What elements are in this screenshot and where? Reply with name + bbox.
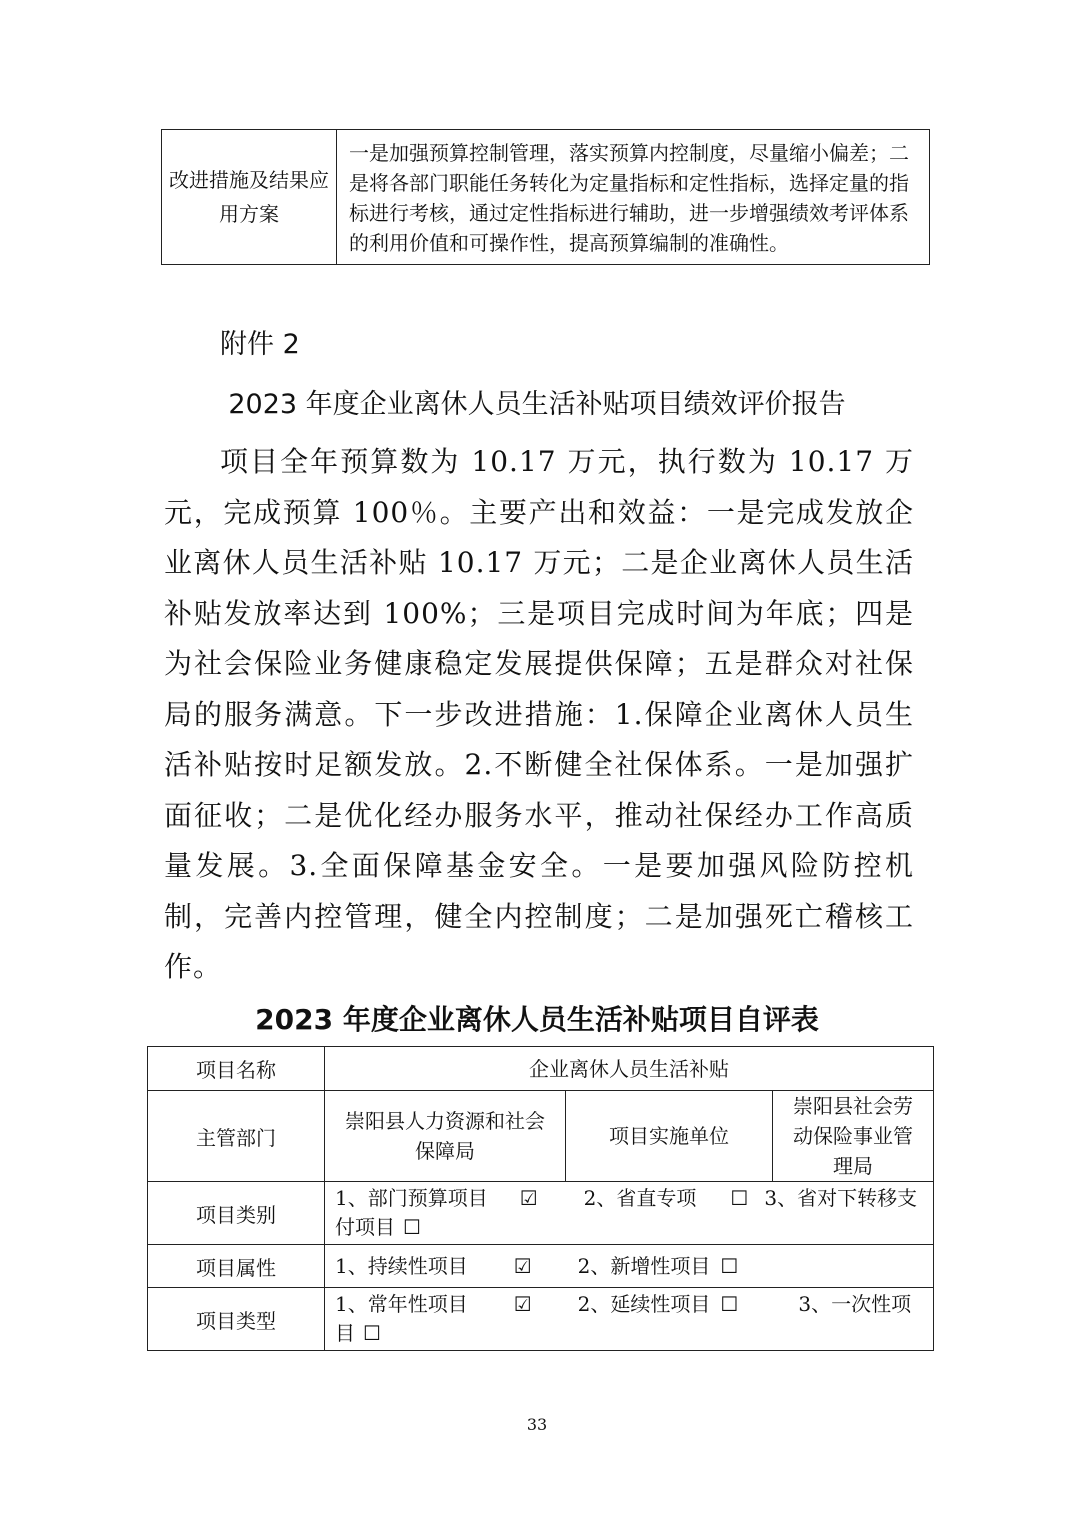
category-label: 项目类别 bbox=[148, 1182, 325, 1245]
type-opt2: 2、延续性项目 bbox=[577, 1292, 711, 1316]
impl-label: 项目实施单位 bbox=[566, 1091, 773, 1182]
table-row bbox=[148, 1288, 934, 1351]
self-eval-table bbox=[147, 1046, 934, 1351]
self-eval-table-title: 2023 年度企业离休人员生活补贴项目自评表 bbox=[255, 1003, 819, 1036]
attribute-opt2: 2、新增性项目 bbox=[577, 1253, 711, 1278]
category-options bbox=[325, 1182, 934, 1245]
report-title: 2023 年度企业离休人员生活补贴项目绩效评价报告 bbox=[228, 389, 846, 420]
checkbox-empty-icon: ☐ bbox=[730, 1186, 749, 1210]
dept-label: 主管部门 bbox=[148, 1091, 325, 1182]
checkbox-checked-icon: ☑ bbox=[513, 1253, 532, 1278]
report-body-text: 项目全年预算数为 10.17 万元，执行数为 10.17 万元，完成预算 100％。主要产出和效益：一是完成发放企业离休人员生活补贴 10.17 万元；二是企业离休人员生活补贴发放率达到 100%；三是项目完成时间为年底；四是为社会保险业务健康稳定发展提供保障；五是群众对社保局的服务满意。下一步改进措施：1.保障企业离休人员生活补贴按时足额发放。2.不断健全社保体系。一是加强扩面征收；二是优化经办服务水平，推动社保经办工作高质量发展。3.全面保障基金安全。一是要加强风险防控机制，完善内控管理，健全内控制度；二是加强死亡稽核工作。 bbox=[164, 445, 914, 983]
category-opt2: 2、省直专项 bbox=[583, 1186, 697, 1210]
category-opt1: 1、部门预算项目 bbox=[335, 1186, 488, 1210]
checkbox-empty-icon: ☐ bbox=[403, 1215, 421, 1239]
table-row bbox=[148, 1047, 934, 1091]
type-label: 项目类型 bbox=[148, 1288, 325, 1351]
type-opt1: 1、常年性项目 bbox=[335, 1292, 468, 1316]
attribute-opt1: 1、持续性项目 bbox=[335, 1253, 468, 1278]
attribute-options bbox=[325, 1245, 934, 1288]
type-opt3: 3、一次性项目 bbox=[335, 1292, 912, 1345]
attachment-label: 附件 2 bbox=[220, 329, 300, 360]
improvement-table bbox=[161, 129, 930, 265]
table-row bbox=[148, 1245, 934, 1288]
improvement-label: 改进措施及结果应用方案 bbox=[169, 168, 329, 226]
checkbox-checked-icon: ☑ bbox=[513, 1292, 532, 1316]
type-options bbox=[325, 1288, 934, 1351]
improvement-label-cell bbox=[162, 130, 337, 265]
page-number: 33 bbox=[526, 1415, 548, 1434]
project-name-label: 项目名称 bbox=[148, 1047, 325, 1091]
improvement-content: 一是加强预算控制管理，落实预算内控制度，尽量缩小偏差；二是将各部门职能任务转化为定量指标和定性指标，选择定量的指标进行考核，通过定性指标进行辅助，进一步增强绩效考评体系的利用价值和可操作性，提高预算编制的准确性。 bbox=[349, 141, 909, 255]
project-name-value: 企业离休人员生活补贴 bbox=[325, 1047, 934, 1091]
impl-value: 崇阳县社会劳动保险事业管理局 bbox=[773, 1091, 934, 1182]
attribute-label: 项目属性 bbox=[148, 1245, 325, 1288]
table-row bbox=[148, 1091, 934, 1182]
checkbox-empty-icon: ☐ bbox=[720, 1253, 739, 1278]
table-row bbox=[148, 1182, 934, 1245]
checkbox-empty-icon: ☐ bbox=[363, 1321, 381, 1345]
checkbox-empty-icon: ☐ bbox=[720, 1292, 739, 1316]
checkbox-checked-icon: ☑ bbox=[519, 1186, 538, 1210]
dept-value: 崇阳县人力资源和社会保障局 bbox=[325, 1091, 566, 1182]
improvement-content-cell bbox=[337, 130, 930, 265]
category-opt3: 3、省对下转移支付项目 bbox=[335, 1186, 918, 1239]
